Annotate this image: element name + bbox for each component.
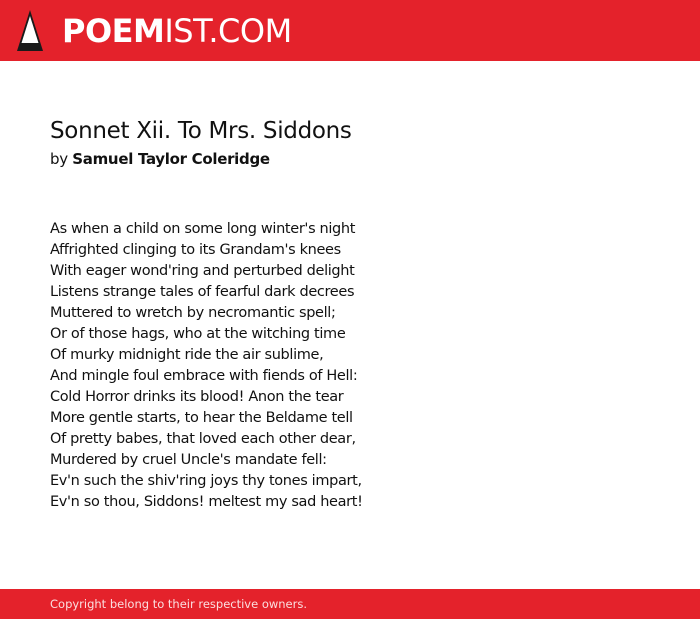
poem-line: Murdered by cruel Uncle's mandate fell:: [50, 452, 327, 468]
author-name: Samuel Taylor Coleridge: [72, 150, 270, 168]
poem-line: Or of those hags, who at the witching time: [50, 326, 346, 342]
poem-title: Sonnet Xii. To Mrs. Siddons: [50, 118, 352, 144]
copyright-text: Copyright belong to their respective owners.: [50, 597, 308, 611]
site-logo[interactable]: [62, 11, 292, 51]
poem-line: And mingle foul embrace with fiends of Hell:: [50, 368, 358, 384]
poem-line: With eager wond'ring and perturbed delight: [50, 263, 355, 279]
poem-line: Muttered to wretch by necromantic spell;: [50, 305, 336, 321]
pencil-icon[interactable]: [17, 10, 43, 51]
by-label: by: [50, 150, 68, 168]
poem-line: As when a child on some long winter's night: [50, 221, 356, 237]
poem-line: Of murky midnight ride the air sublime,: [50, 347, 324, 363]
poem-line: Affrighted clinging to its Grandam's knees: [50, 242, 341, 258]
poem-line: Of pretty babes, that loved each other dear,: [50, 431, 356, 447]
poem-line: More gentle starts, to hear the Beldame tell: [50, 410, 353, 426]
poem-line: Ev'n so thou, Siddons! meltest my sad heart!: [50, 494, 363, 510]
poem-line: Listens strange tales of fearful dark decrees: [50, 284, 355, 300]
byline: [50, 148, 270, 170]
poem-body: [50, 219, 363, 513]
site-header: [0, 0, 700, 61]
logo-bold-text: POEM: [62, 12, 165, 50]
site-footer: [0, 589, 700, 619]
poem-line: Ev'n such the shiv'ring joys thy tones impart,: [50, 473, 362, 489]
poem-line: Cold Horror drinks its blood! Anon the tear: [50, 389, 344, 405]
logo-light-text: IST.COM: [164, 12, 292, 50]
